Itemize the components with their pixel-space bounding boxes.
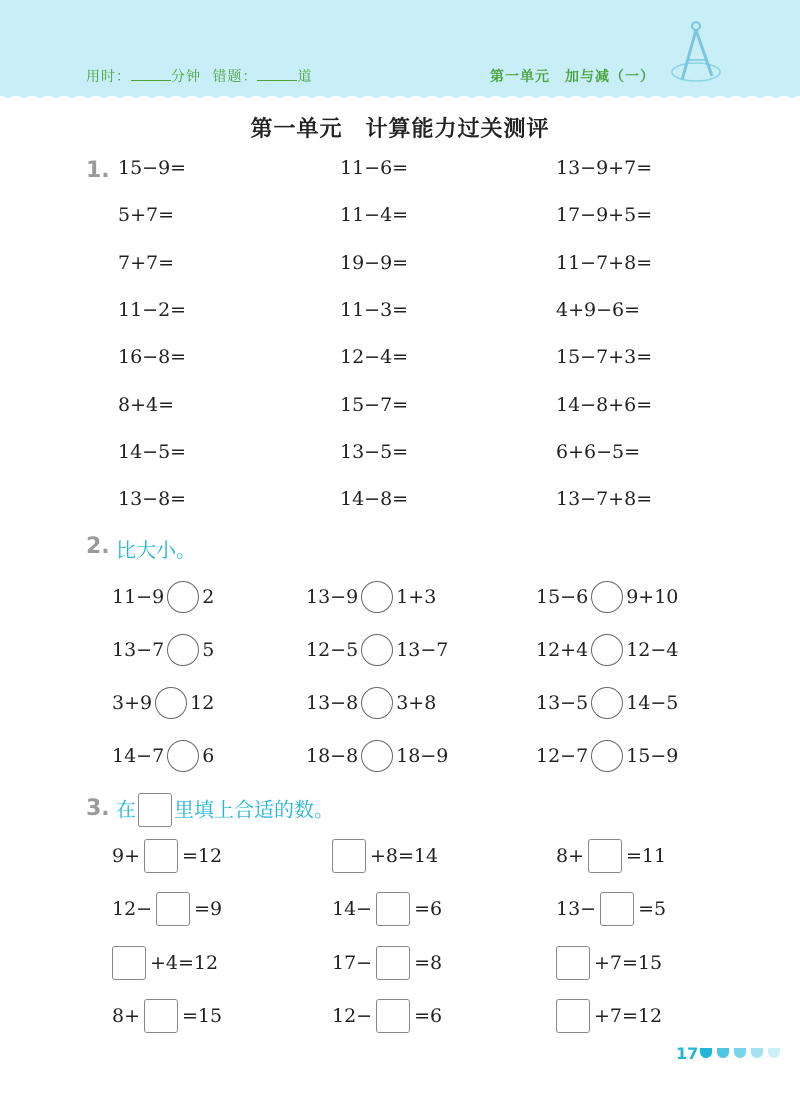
comparison-right: 2 xyxy=(202,586,215,608)
comparison-item xyxy=(306,738,448,772)
equation: 11−2= xyxy=(118,298,187,321)
fill-item xyxy=(112,838,222,872)
fill-item xyxy=(556,945,662,979)
fill-item xyxy=(332,838,438,872)
fill-prefix: 13− xyxy=(556,898,597,921)
answer-box[interactable] xyxy=(556,999,590,1033)
fill-item xyxy=(332,945,442,979)
equation: 14−5= xyxy=(118,440,187,463)
comparison-left: 11−9 xyxy=(112,586,165,608)
fill-suffix: +7=12 xyxy=(594,1004,663,1027)
comparison-item xyxy=(112,738,214,772)
unit-info: 第一单元 加与减（一） xyxy=(490,69,655,85)
comparison-left: 15−6 xyxy=(536,586,589,608)
comparison-left: 13−7 xyxy=(112,639,165,661)
fill-item xyxy=(332,891,442,925)
errors-blank[interactable] xyxy=(257,68,297,81)
comparison-item xyxy=(536,685,678,719)
fill-item xyxy=(112,891,222,925)
section-2-number: 2. xyxy=(86,534,110,559)
answer-box[interactable] xyxy=(332,839,366,873)
title-box-icon xyxy=(138,793,172,827)
fill-suffix: =12 xyxy=(182,845,223,867)
answer-circle[interactable] xyxy=(167,740,199,772)
comparison-item xyxy=(112,685,214,719)
fill-prefix: 14− xyxy=(332,898,373,921)
answer-circle[interactable] xyxy=(591,634,623,666)
comparison-right: 12−4 xyxy=(626,639,679,661)
fill-item xyxy=(556,998,662,1032)
answer-box[interactable] xyxy=(556,946,590,980)
equation: 13−8= xyxy=(118,488,187,511)
fill-prefix: 12− xyxy=(112,898,153,921)
equation: 13−7+8= xyxy=(556,488,653,511)
section-3-title xyxy=(116,790,334,828)
answer-circle[interactable] xyxy=(167,581,199,613)
equation: 15−7+3= xyxy=(556,346,653,369)
fill-item xyxy=(556,838,666,872)
section-3-title-before: 在 xyxy=(116,797,136,822)
equation: 11−7+8= xyxy=(556,251,653,274)
cup-icon xyxy=(717,1048,729,1058)
equation: 17−9+5= xyxy=(556,204,653,227)
section-1-number: 1. xyxy=(86,158,110,183)
comparison-left: 3+9 xyxy=(112,692,153,714)
answer-box[interactable] xyxy=(376,999,410,1033)
answer-circle[interactable] xyxy=(155,687,187,719)
comparison-left: 12−5 xyxy=(306,639,359,661)
compass-icon xyxy=(668,18,728,88)
fill-prefix: 9+ xyxy=(112,845,141,867)
comparison-item xyxy=(112,632,214,666)
section-2-title: 比大小。 xyxy=(116,538,196,562)
answer-circle[interactable] xyxy=(591,687,623,719)
fill-suffix: =5 xyxy=(638,898,667,921)
equation: 8+4= xyxy=(118,393,175,416)
fill-prefix: 8+ xyxy=(112,1004,141,1027)
equation: 14−8+6= xyxy=(556,393,653,416)
answer-box[interactable] xyxy=(376,946,410,980)
equation: 15−7= xyxy=(340,393,409,416)
equation: 14−8= xyxy=(340,488,409,511)
fill-suffix: =8 xyxy=(414,951,443,974)
answer-circle[interactable] xyxy=(361,581,393,613)
answer-box[interactable] xyxy=(588,839,622,873)
answer-box[interactable] xyxy=(144,839,178,873)
fill-prefix: 17− xyxy=(332,951,373,974)
fill-prefix: 8+ xyxy=(556,845,585,867)
fill-suffix: +4=12 xyxy=(150,951,219,974)
answer-box[interactable] xyxy=(600,892,634,926)
comparison-left: 14−7 xyxy=(112,745,165,767)
fill-suffix: =9 xyxy=(194,898,223,921)
equation: 4+9−6= xyxy=(556,298,641,321)
fill-suffix: +8=14 xyxy=(370,845,439,867)
comparison-left: 13−5 xyxy=(536,692,589,714)
fill-item xyxy=(332,998,442,1032)
answer-circle[interactable] xyxy=(591,740,623,772)
answer-circle[interactable] xyxy=(167,634,199,666)
equation: 12−4= xyxy=(340,346,409,369)
equation: 5+7= xyxy=(118,204,175,227)
section-3-number: 3. xyxy=(86,796,110,821)
equation: 16−8= xyxy=(118,346,187,369)
fill-item xyxy=(112,945,218,979)
comparison-right: 18−9 xyxy=(396,745,449,767)
comparison-right: 6 xyxy=(202,745,215,767)
fill-prefix: 12− xyxy=(332,1004,373,1027)
cup-icon xyxy=(700,1048,712,1058)
comparison-item xyxy=(536,738,678,772)
comparison-right: 12 xyxy=(190,692,215,714)
comparison-left: 13−8 xyxy=(306,692,359,714)
fill-suffix: +7=15 xyxy=(594,951,663,974)
fill-suffix: =6 xyxy=(414,1004,443,1027)
equation: 13−9+7= xyxy=(556,157,653,179)
fill-suffix: =15 xyxy=(182,1004,223,1027)
fill-item xyxy=(112,998,222,1032)
comparison-right: 14−5 xyxy=(626,692,679,714)
time-blank[interactable] xyxy=(131,68,171,81)
section-3-title-after: 里填上合适的数。 xyxy=(174,797,334,822)
answer-circle[interactable] xyxy=(361,740,393,772)
header-time-errors xyxy=(86,66,312,86)
answer-circle[interactable] xyxy=(591,581,623,613)
comparison-item xyxy=(306,632,448,666)
comparison-right: 5 xyxy=(202,639,215,661)
comparison-right: 3+8 xyxy=(396,692,437,714)
comparison-item xyxy=(306,685,436,719)
fill-item xyxy=(556,891,666,925)
comparison-right: 9+10 xyxy=(626,586,679,608)
comparison-item xyxy=(306,579,436,613)
equation: 11−4= xyxy=(340,204,409,227)
comparison-left: 18−8 xyxy=(306,745,359,767)
equation: 7+7= xyxy=(118,251,175,274)
comparison-right: 1+3 xyxy=(396,586,437,608)
answer-circle[interactable] xyxy=(361,687,393,719)
comparison-item xyxy=(536,579,678,613)
equation: 19−9= xyxy=(340,251,409,274)
fill-suffix: =6 xyxy=(414,898,443,921)
page-title: 第一单元 计算能力过关测评 xyxy=(250,117,550,142)
answer-circle[interactable] xyxy=(361,634,393,666)
equation: 15−9= xyxy=(118,157,187,179)
equation: 11−6= xyxy=(340,157,409,179)
time-unit: 分钟 xyxy=(171,69,201,85)
equation: 13−5= xyxy=(340,440,409,463)
comparison-left: 12+4 xyxy=(536,639,589,661)
comparison-left: 12−7 xyxy=(536,745,589,767)
comparison-item xyxy=(536,632,678,666)
equation: 11−3= xyxy=(340,298,409,321)
answer-box[interactable] xyxy=(376,892,410,926)
time-label: 用时： xyxy=(86,69,131,85)
page-number: 17 xyxy=(676,1044,699,1063)
answer-box[interactable] xyxy=(156,892,190,926)
comparison-right: 15−9 xyxy=(626,745,679,767)
answer-box[interactable] xyxy=(112,946,146,980)
answer-box[interactable] xyxy=(144,999,178,1033)
cup-icon xyxy=(751,1048,763,1058)
comparison-item xyxy=(112,579,214,613)
cup-icon xyxy=(768,1048,780,1058)
comparison-left: 13−9 xyxy=(306,586,359,608)
fill-suffix: =11 xyxy=(626,845,667,867)
comparison-right: 13−7 xyxy=(396,639,449,661)
cup-icon xyxy=(734,1048,746,1058)
errors-label: 错题： xyxy=(212,69,258,85)
errors-unit: 道 xyxy=(297,69,313,85)
equation: 6+6−5= xyxy=(556,440,641,463)
